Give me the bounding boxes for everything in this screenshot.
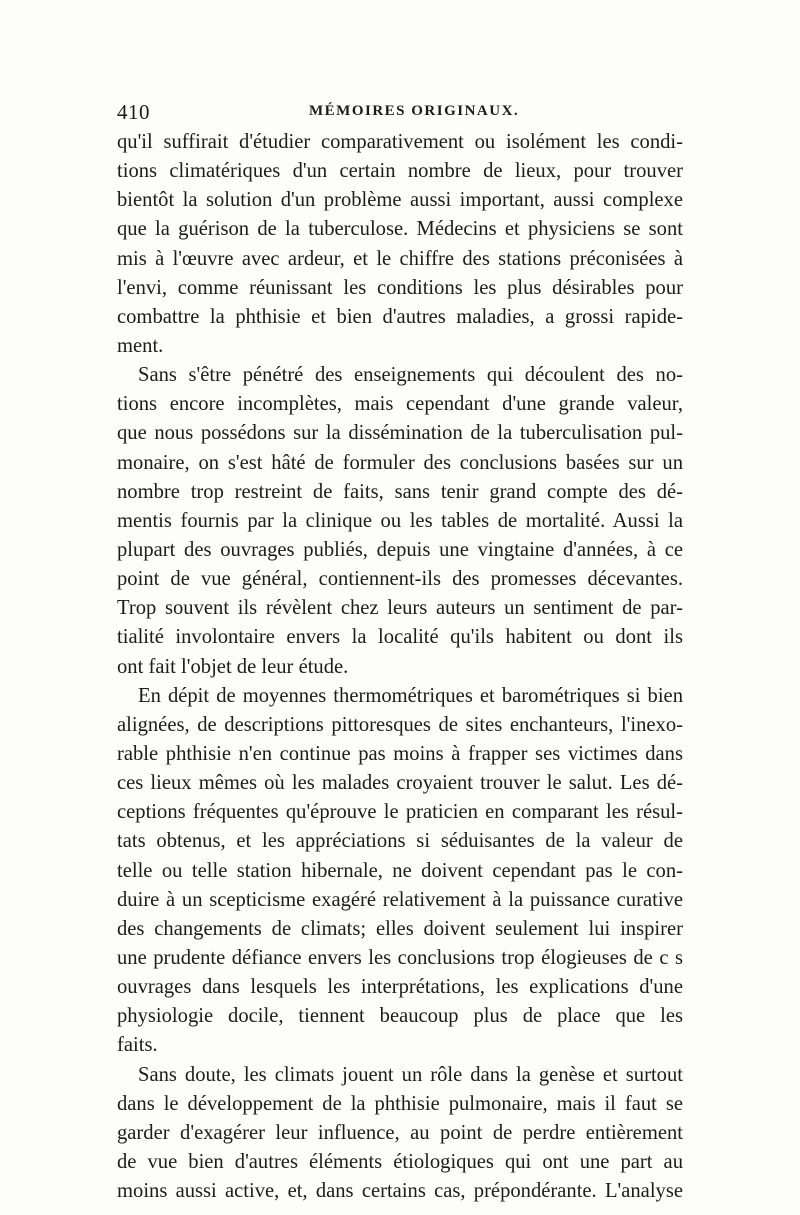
text-line: moins aussi active, et, dans certains cas, prépondérante. L'analyse — [117, 1180, 683, 1203]
text-line: tialité involontaire envers la localité qu'ils habitent ou dont ils — [117, 626, 683, 649]
text-line: ouvrages dans lesquels les interprétations, les explications d'une — [117, 976, 683, 999]
page-number: 410 — [117, 100, 150, 124]
text-line: faits. — [117, 1034, 158, 1057]
text-line: mentis fournis par la clinique ou les tables de mortalité. Aussi la — [117, 509, 683, 532]
paragraph-3 — [117, 682, 683, 1061]
text-line: dans le développement de la phthisie pulmonaire, mais il faut se — [117, 1092, 683, 1115]
text-line: Sans doute, les climats jouent un rôle dans la genèse et surtout — [138, 1063, 683, 1086]
text-line: ont fait l'objet de leur étude. — [117, 655, 349, 678]
body-text — [117, 128, 683, 1206]
text-line: tions climatériques d'un certain nombre de lieux, pour trouver — [117, 160, 683, 183]
text-line: tats obtenus, et les appréciations si séduisantes de la valeur de — [117, 830, 683, 853]
text-line: En dépit de moyennes thermométriques et barométriques si bien — [138, 684, 683, 707]
text-line: une prudente défiance envers les conclusions trop élogieuses de c s — [117, 946, 683, 969]
running-title: MÉMOIRES ORIGINAUX. — [309, 103, 520, 119]
text-line: qu'il suffirait d'étudier comparativement ou isolément les condi- — [117, 131, 683, 153]
text-line: Sans s'être pénétré des enseignements qui découlent des no- — [138, 364, 683, 387]
text-line: tions encore incomplètes, mais cependant d'une grande valeur, — [117, 393, 683, 416]
text-line: ment. — [117, 334, 164, 357]
text-line: que nous possédons sur la dissémination de la tuberculisation pul- — [117, 422, 683, 445]
text-line: point de vue général, contiennent-ils des promesses décevantes. — [117, 568, 683, 591]
text-line: ces lieux mêmes où les malades croyaient trouver le salut. Les dé- — [117, 772, 683, 795]
text-line: alignées, de descriptions pittoresques de sites enchanteurs, l'inexo- — [117, 713, 683, 736]
text-line: mis à l'œuvre avec ardeur, et le chiffre des stations préconisées à — [117, 247, 683, 270]
page-header — [117, 100, 693, 128]
text-line: combattre la phthisie et bien d'autres maladies, a grossi rapide- — [117, 305, 683, 328]
text-line: Trop souvent ils révèlent chez leurs auteurs un sentiment de par- — [117, 597, 683, 620]
text-line: bientôt la solution d'un problème aussi important, aussi complexe — [117, 189, 683, 212]
text-line: telle ou telle station hibernale, ne doivent cependant pas le con- — [117, 859, 683, 882]
text-line: garder d'exagérer leur influence, au point de perdre entièrement — [117, 1121, 683, 1144]
text-line: que la guérison de la tuberculose. Médecins et physiciens se sont — [117, 218, 683, 241]
text-line: nombre trop restreint de faits, sans tenir grand compte des dé- — [117, 480, 683, 503]
text-line: monaire, on s'est hâté de formuler des conclusions basées sur un — [117, 451, 683, 474]
paragraph-4 — [117, 1061, 683, 1207]
text-line: l'envi, comme réunissant les conditions les plus désirables pour — [117, 276, 683, 299]
paragraph-2 — [117, 361, 683, 682]
text-line: plupart des ouvrages publiés, depuis une vingtaine d'années, à ce — [117, 538, 683, 561]
text-line: des changements de climats; elles doivent seulement lui inspirer — [117, 917, 683, 940]
text-line: duire à un scepticisme exagéré relativement à la puissance curative — [117, 888, 683, 911]
paragraph-1 — [117, 128, 683, 361]
text-line: de vue bien d'autres éléments étiologiques qui ont une part au — [117, 1150, 683, 1173]
text-line: physiologie docile, tiennent beaucoup plus de place que les — [117, 1005, 683, 1028]
text-line: rable phthisie n'en continue pas moins à frapper ses victimes dans — [117, 742, 683, 765]
text-line: ceptions fréquentes qu'éprouve le praticien en comparant les résul- — [117, 801, 683, 824]
